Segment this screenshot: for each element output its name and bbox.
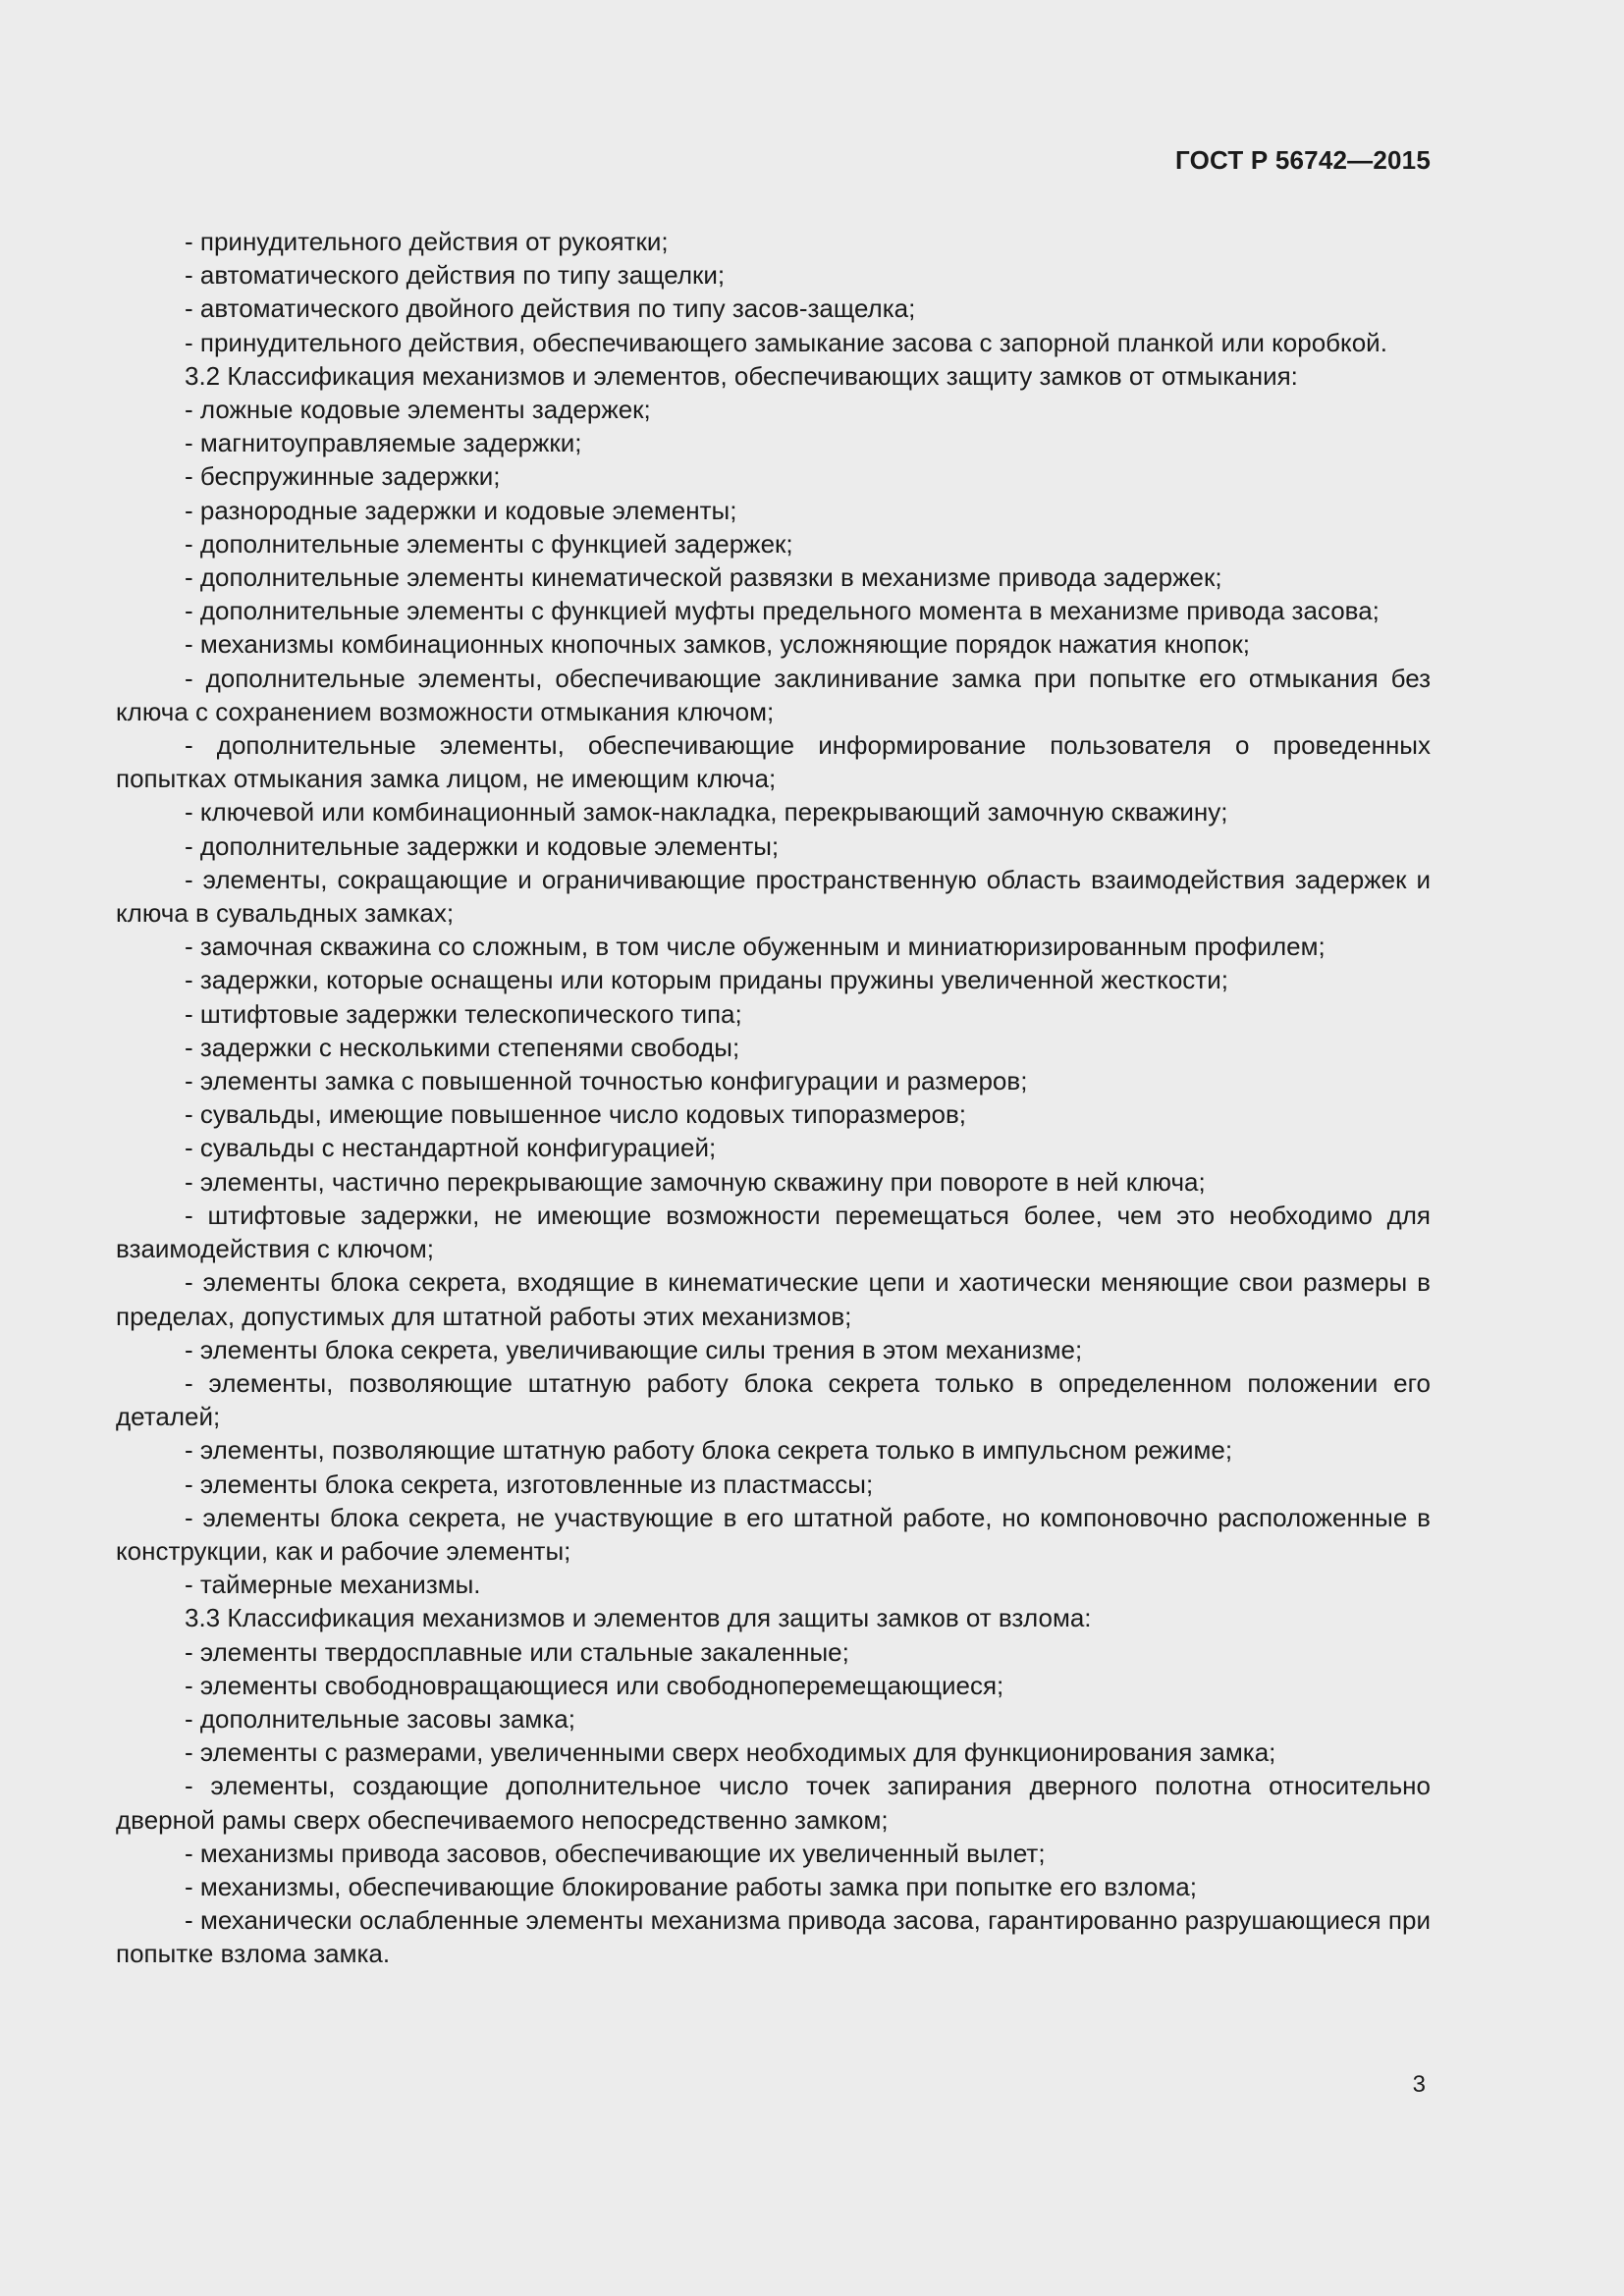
list-item: - элементы замка с повышенной точностью конфигурации и размеров; [185, 1066, 1028, 1096]
document-body [116, 225, 1431, 1971]
section-heading: 3.2 Классификация механизмов и элементов, обеспечивающих защиту замков от отмыкания: [185, 360, 1298, 391]
list-item: - элементы блока секрета, входящие в кинематические цепи и хаотически меняющие свои размеры в пределах, допустимых для штатной работы этих механизмов; [116, 1267, 1431, 1331]
list-item: - разнородные задержки и кодовые элементы; [185, 495, 737, 525]
page-number: 3 [1412, 2071, 1426, 2098]
list-item: - элементы блока секрета, не участвующие в его штатной работе, но компоновочно расположенные в конструкции, как и рабочие элементы; [116, 1502, 1431, 1566]
list-item: - магнитоуправляемые задержки; [185, 428, 582, 458]
list-item: - элементы, позволяющие штатную работу блока секрета только в импульсном режиме; [185, 1435, 1233, 1466]
list-item: - дополнительные элементы с функцией задержек; [185, 528, 793, 559]
list-item: - задержки с несколькими степенями свободы; [185, 1032, 740, 1062]
list-item: - механизмы привода засовов, обеспечивающие их увеличенный вылет; [185, 1838, 1046, 1868]
list-item: - сувальды с нестандартной конфигурацией; [185, 1133, 717, 1163]
list-item: - элементы твердосплавные или стальные закаленные; [185, 1636, 849, 1667]
list-item: - штифтовые задержки, не имеющие возможности перемещаться более, чем это необходимо для взаимодействия с ключом; [116, 1200, 1431, 1264]
list-item: - автоматического двойного действия по типу засов-защелка; [185, 294, 916, 324]
section-heading: 3.3 Классификация механизмов и элементов для защиты замков от взлома: [185, 1603, 1092, 1633]
list-item: - элементы, частично перекрывающие замочную скважину при повороте в ней ключа; [185, 1166, 1206, 1197]
list-item: - элементы свободновращающиеся или свободноперемещающиеся; [185, 1670, 1004, 1700]
list-item: - задержки, которые оснащены или которым приданы пружины увеличенной жесткости; [185, 965, 1228, 995]
list-item: - принудительного действия, обеспечивающего замыкание засова с запорной планкой или коробкой. [185, 327, 1387, 357]
list-item: - механизмы комбинационных кнопочных замков, усложняющие порядок нажатия кнопок; [185, 629, 1250, 660]
list-item: - автоматического действия по типу защелки; [185, 260, 726, 291]
list-item: - сувальды, имеющие повышенное число кодовых типоразмеров; [185, 1099, 966, 1130]
list-item: - штифтовые задержки телескопического типа; [185, 998, 742, 1029]
list-item: - принудительного действия от рукоятки; [185, 227, 669, 256]
list-item: - механизмы, обеспечивающие блокирование работы замка при попытке его взлома; [185, 1871, 1197, 1901]
list-item: - элементы с размерами, увеличенными сверх необходимых для функционирования замка; [185, 1737, 1276, 1768]
list-item: - дополнительные задержки и кодовые элементы; [185, 830, 780, 861]
document-id-header: ГОСТ Р 56742—2015 [1175, 145, 1431, 175]
list-item: - элементы, позволяющие штатную работу блока секрета только в определенном положении его деталей; [116, 1367, 1431, 1432]
list-item: - таймерные механизмы. [185, 1570, 481, 1600]
list-item: - элементы блока секрета, увеличивающие силы трения в этом механизме; [185, 1334, 1083, 1364]
list-item: - дополнительные элементы с функцией муфты предельного момента в механизме привода засова; [185, 596, 1380, 626]
list-item: - ключевой или комбинационный замок-накладка, перекрывающий замочную скважину; [185, 797, 1228, 828]
list-item: - элементы, создающие дополнительное число точек запирания дверного полотна относительно дверной рамы сверх обеспечиваемого непосредственно замком; [116, 1771, 1431, 1835]
list-item: - ложные кодовые элементы задержек; [185, 395, 651, 425]
list-item: - дополнительные засовы замка; [185, 1703, 575, 1734]
list-item: - механически ослабленные элементы механизма привода засова, гарантированно разрушающиеся при попытке взлома замка. [116, 1905, 1431, 1969]
list-item: - дополнительные элементы, обеспечивающие информирование пользователя о проведенных попытках отмыкания замка лицом, не имеющим ключа; [116, 730, 1431, 794]
list-item: - замочная скважина со сложным, в том числе обуженным и миниатюризированным профилем; [185, 932, 1326, 962]
list-item: - дополнительные элементы кинематической развязки в механизме привода задержек; [185, 562, 1222, 593]
list-item: - элементы блока секрета, изготовленные из пластмассы; [185, 1468, 874, 1499]
list-item: - беспружинные задержки; [185, 461, 501, 492]
list-item: - дополнительные элементы, обеспечивающие заклинивание замка при попытке его отмыкания без ключа с сохранением возможности отмыкания ключом; [116, 663, 1431, 726]
list-item: - элементы, сокращающие и ограничивающие пространственную область взаимодействия задержек и ключа в сувальдных замках; [116, 864, 1431, 929]
